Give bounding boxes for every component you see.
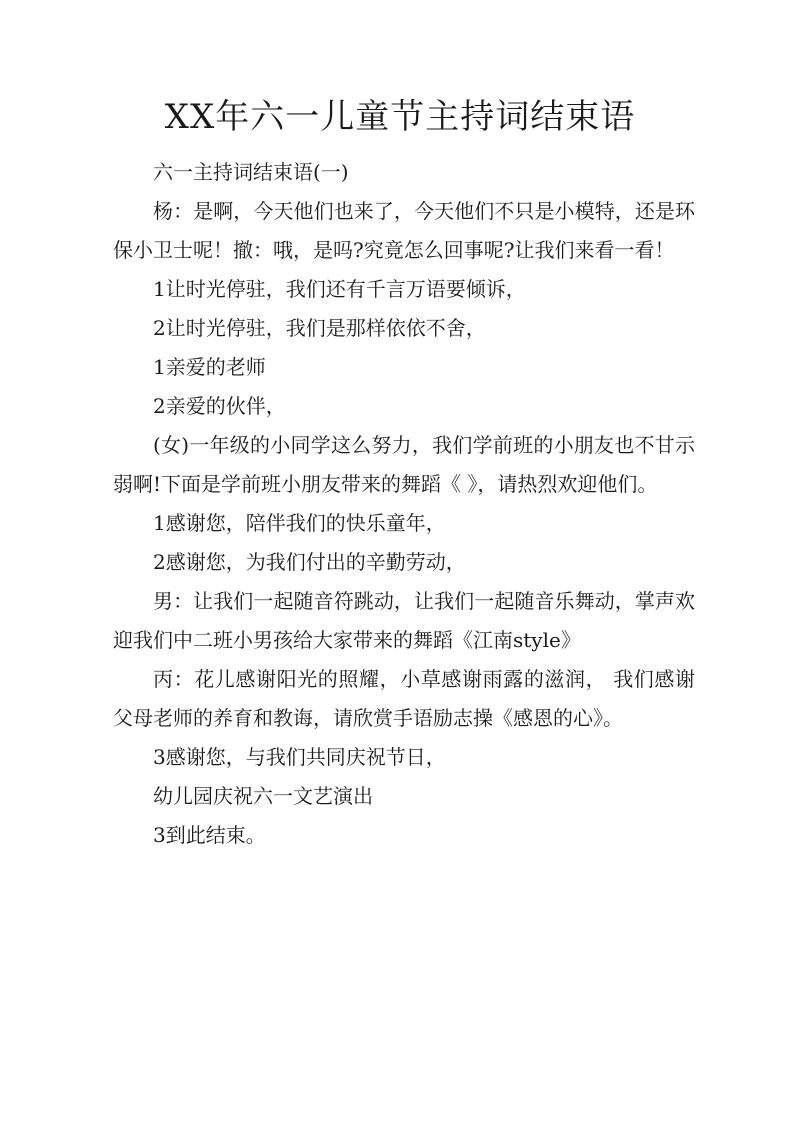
paragraph: 2亲爱的伙伴， [153,394,286,418]
paragraph: 2让时光停驻，我们是那样依依不舍， [153,316,486,340]
paragraph: 3到此结束。 [153,823,266,847]
document-body [113,153,695,855]
document-title: XX年六一儿童节主持词结束语 [164,97,636,137]
paragraph: 1感谢您，陪伴我们的快乐童年， [153,511,446,535]
paragraph: (女)一年级的小同学这么努力，我们学前班的小朋友也不甘示弱啊!下面是学前班小朋友带来的舞蹈《 》，请热烈欢迎他们。 [113,433,695,496]
paragraph: 男：让我们一起随音符跳动，让我们一起随音乐舞动，掌声欢迎我们中二班小男孩给大家带来的舞蹈《江南style》 [113,589,695,652]
paragraph: 2感谢您，为我们付出的辛勤劳动， [153,550,466,574]
paragraph: 3感谢您，与我们共同庆祝节日， [153,745,446,769]
paragraph: 1亲爱的老师 [153,355,266,379]
paragraph: 丙：花儿感谢阳光的照耀，小草感谢雨露的滋润， 我们感谢父母老师的养育和教诲，请欣赏手语励志操《感恩的心》。 [113,667,695,730]
paragraph: 幼儿园庆祝六一文艺演出 [153,784,373,808]
paragraph: 1让时光停驻，我们还有千言万语要倾诉， [153,277,526,301]
section-heading: 六一主持词结束语(一) [153,160,349,184]
paragraph: 杨：是啊，今天他们也来了，今天他们不只是小模特，还是环保小卫士呢！撤：哦，是吗?究竟怎么回事呢?让我们来看一看！ [113,199,695,262]
